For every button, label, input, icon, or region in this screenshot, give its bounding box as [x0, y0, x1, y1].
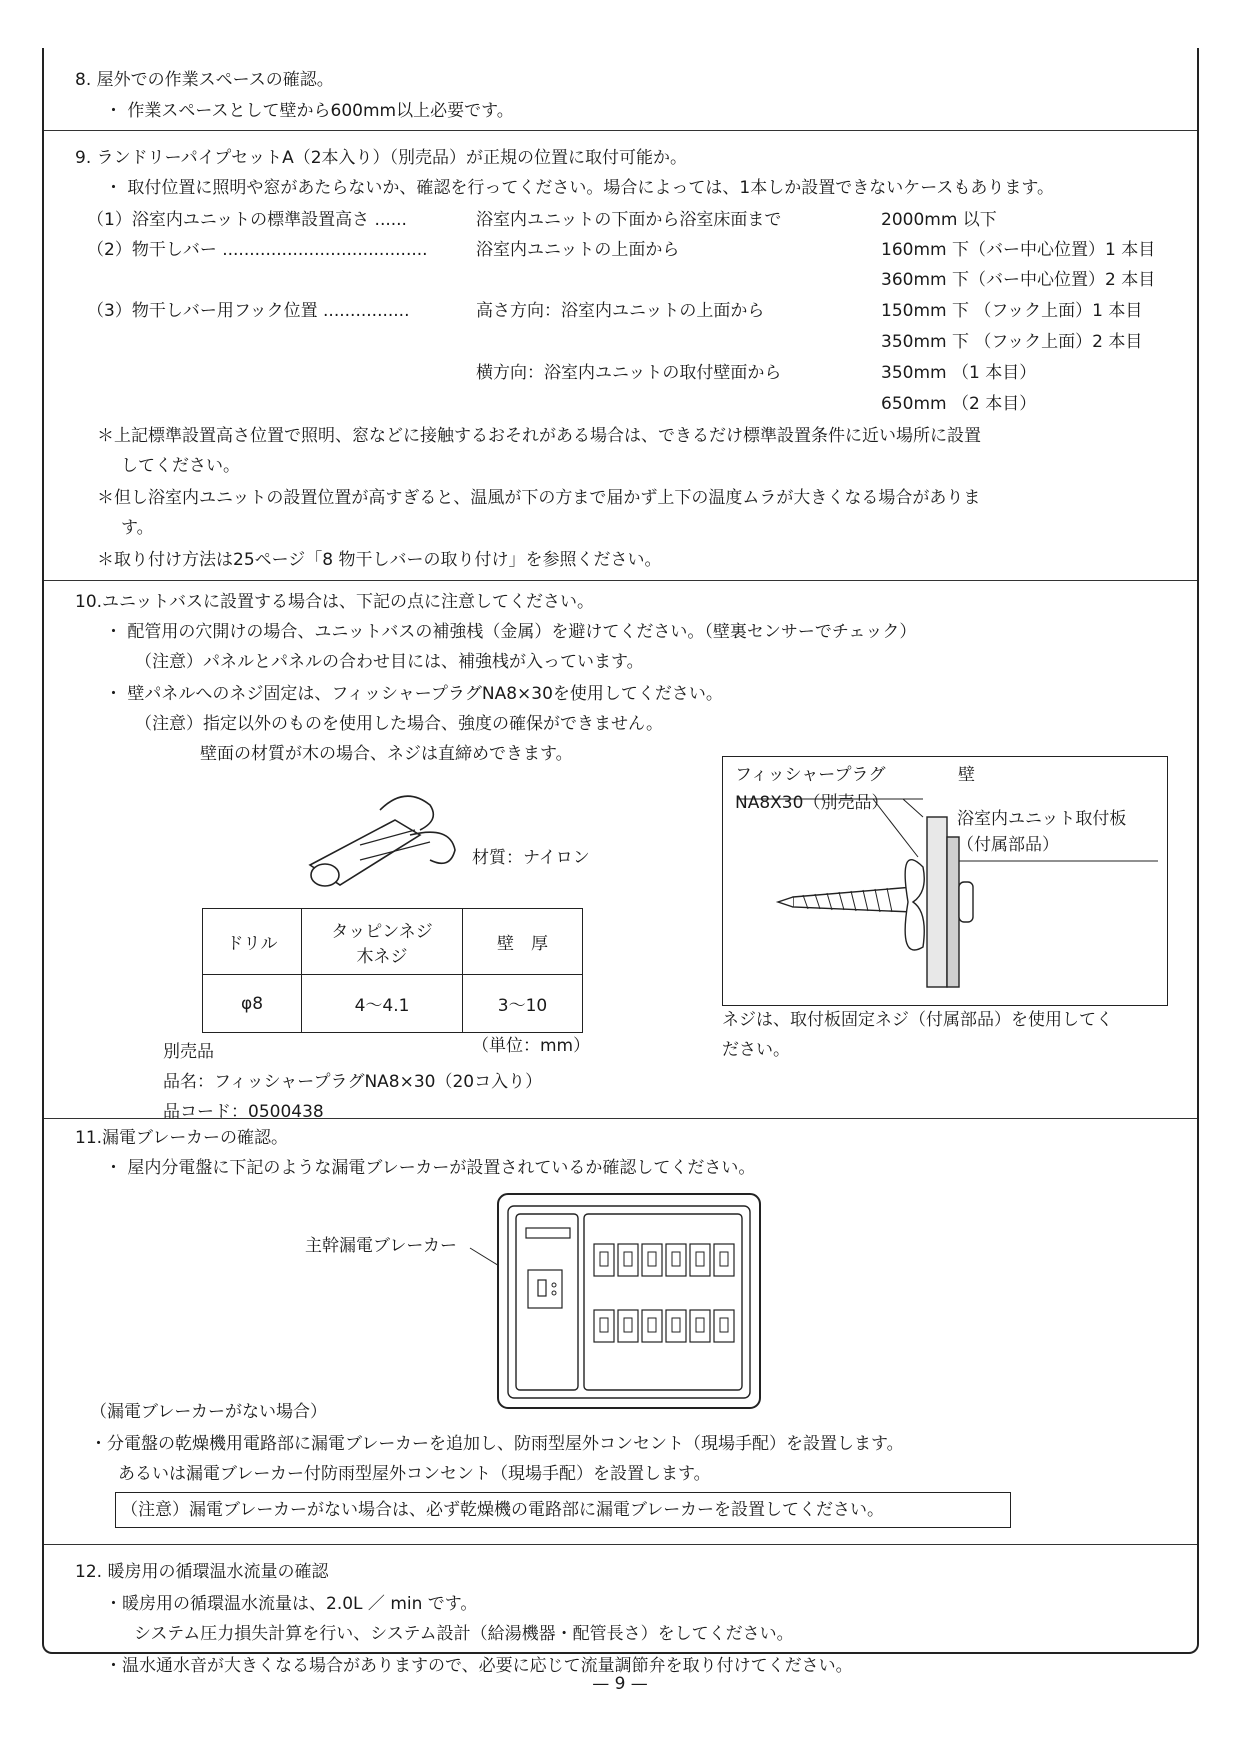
material-label: 材質：ナイロン — [472, 848, 590, 868]
page-number: — 9 — — [592, 1674, 648, 1694]
divider — [44, 1544, 1197, 1545]
note: してください。 — [121, 456, 240, 476]
section-9-title: 9. ランドリーパイプセットA（2本入り）（別売品）が正規の位置に取付可能か。 — [75, 148, 688, 168]
section-8-title: 8. 屋外での作業スペースの確認。 — [75, 70, 334, 90]
spec-desc: 浴室内ユニットの上面から — [476, 240, 680, 260]
table-cell: 4〜4.1 — [302, 975, 463, 1033]
spec-table — [202, 908, 583, 1033]
section-12-title: 12. 暖房用の循環温水流量の確認 — [75, 1562, 329, 1582]
screw-figure — [722, 756, 1168, 1006]
table-header-line: 木ネジ — [356, 946, 408, 967]
fig-caption: ださい。 — [722, 1040, 790, 1060]
section-10-note: （注意）指定以外のものを使用した場合、強度の確保ができません。 — [135, 714, 664, 734]
fig-label-plug-model: NA8X30（別売品） — [735, 793, 889, 813]
section-12-bullet: システム圧力損失計算を行い、システム設計（給湯機器・配管長さ）をしてください。 — [134, 1624, 794, 1644]
fig-label-mount-plate: 浴室内ユニット取付板 — [957, 809, 1127, 829]
caution-text: （注意）漏電ブレーカーがない場合は、必ず乾燥機の電路部に漏電ブレーカーを設置してください。 — [121, 1500, 884, 1520]
note: ＊取り付け方法は25ページ「8 物干しバーの取り付け」を参照ください。 — [97, 550, 662, 570]
spec-value: 150mm 下 （フック上面）1 本目 — [881, 301, 1143, 321]
section-11-bullet: ・ 屋内分電盤に下記のような漏電ブレーカーが設置されているか確認してください。 — [105, 1158, 756, 1178]
section-10-note: （注意）パネルとパネルの合わせ目には、補強桟が入っています。 — [135, 652, 644, 672]
no-breaker-heading: （漏電ブレーカーがない場合） — [90, 1402, 327, 1422]
section-9-bullet: ・ 取付位置に照明や窓があたらないか、確認を行ってください。場合によっては、1本しか設置できないケースもあります。 — [105, 178, 1055, 198]
spec-label: （3）物干しバー用フック位置 ................ — [87, 301, 410, 321]
section-11-bullet: ・分電盤の乾燥機用電路部に漏電ブレーカーを追加し、防雨型屋外コンセント（現場手配）を設置します。 — [90, 1434, 904, 1454]
fig-label-plug: フィッシャープラグ — [735, 765, 886, 785]
spec-label: （1）浴室内ユニットの標準設置高さ ...... — [87, 210, 407, 230]
table-header: ドリル — [203, 909, 302, 975]
spec-value: 360mm 下（バー中心位置）2 本目 — [881, 270, 1156, 290]
product-code: 品コード：0500438 — [163, 1102, 324, 1122]
note: ＊但し浴室内ユニットの設置位置が高すぎると、温風が下の方まで届かず上下の温度ムラが大きくなる場合がありま — [97, 488, 981, 508]
spec-label: （2）物干しバー ...................................... — [87, 240, 428, 260]
spec-value: 650mm （2 本目） — [881, 394, 1037, 414]
section-10-bullet: ・ 壁パネルへのネジ固定は、フィッシャープラグNA8×30を使用してください。 — [105, 684, 723, 704]
table-cell: φ8 — [203, 975, 302, 1033]
note: す。 — [121, 518, 154, 538]
spec-desc: 浴室内ユニットの下面から浴室床面まで — [476, 210, 782, 230]
product-name: 品名：フィッシャープラグNA8×30（20コ入り） — [163, 1072, 543, 1092]
section-10-title: 10.ユニットバスに設置する場合は、下記の点に注意してください。 — [75, 592, 595, 612]
spec-desc: 高さ方向：浴室内ユニットの上面から — [476, 301, 765, 321]
divider — [44, 580, 1197, 581]
spec-desc: 横方向：浴室内ユニットの取付壁面から — [476, 363, 782, 383]
table-header: 壁 厚 — [463, 909, 583, 975]
spec-value: 160mm 下（バー中心位置）1 本目 — [881, 240, 1156, 260]
caution-box — [115, 1492, 1011, 1528]
section-11-bullet: あるいは漏電ブレーカー付防雨型屋外コンセント（現場手配）を設置します。 — [118, 1464, 711, 1484]
fig-caption: ネジは、取付板固定ネジ（付属部品）を使用してく — [722, 1010, 1113, 1030]
spec-value: 350mm 下 （フック上面）2 本目 — [881, 332, 1143, 352]
note: ＊上記標準設置高さ位置で照明、窓などに接触するおそれがある場合は、できるだけ標準設置条件に近い場所に設置 — [97, 426, 981, 446]
main-breaker-label: 主幹漏電ブレーカー — [305, 1236, 457, 1256]
section-11-title: 11.漏電ブレーカーの確認。 — [75, 1128, 289, 1148]
unit-label: （単位：mm） — [472, 1036, 591, 1056]
section-12-bullet: ・暖房用の循環温水流量は、2.0L ／ min です。 — [105, 1594, 478, 1614]
fischer-plug-illustration — [300, 790, 480, 900]
section-10-bullet: ・ 配管用の穴開けの場合、ユニットバスの補強桟（金属）を避けてください。（壁裏センサーでチェック） — [105, 622, 917, 642]
sold-separately: 別売品 — [163, 1042, 214, 1062]
distribution-panel-diagram — [496, 1192, 762, 1412]
section-10-note: 壁面の材質が木の場合、ネジは直締めできます。 — [200, 744, 573, 764]
table-header — [302, 909, 463, 975]
spec-value: 350mm （1 本目） — [881, 363, 1037, 383]
fig-label-wall: 壁 — [958, 765, 975, 785]
table-header-line: タッピンネジ — [331, 921, 433, 942]
divider — [44, 130, 1197, 131]
section-12-bullet: ・温水通水音が大きくなる場合がありますので、必要に応じて流量調節弁を取り付けてください。 — [105, 1656, 853, 1676]
spec-value: 2000mm 以下 — [881, 210, 997, 230]
table-cell: 3〜10 — [463, 975, 583, 1033]
fig-label-accessory: （付属部品） — [957, 835, 1059, 855]
section-8-bullet: ・ 作業スペースとして壁から600mm以上必要です。 — [105, 101, 514, 121]
